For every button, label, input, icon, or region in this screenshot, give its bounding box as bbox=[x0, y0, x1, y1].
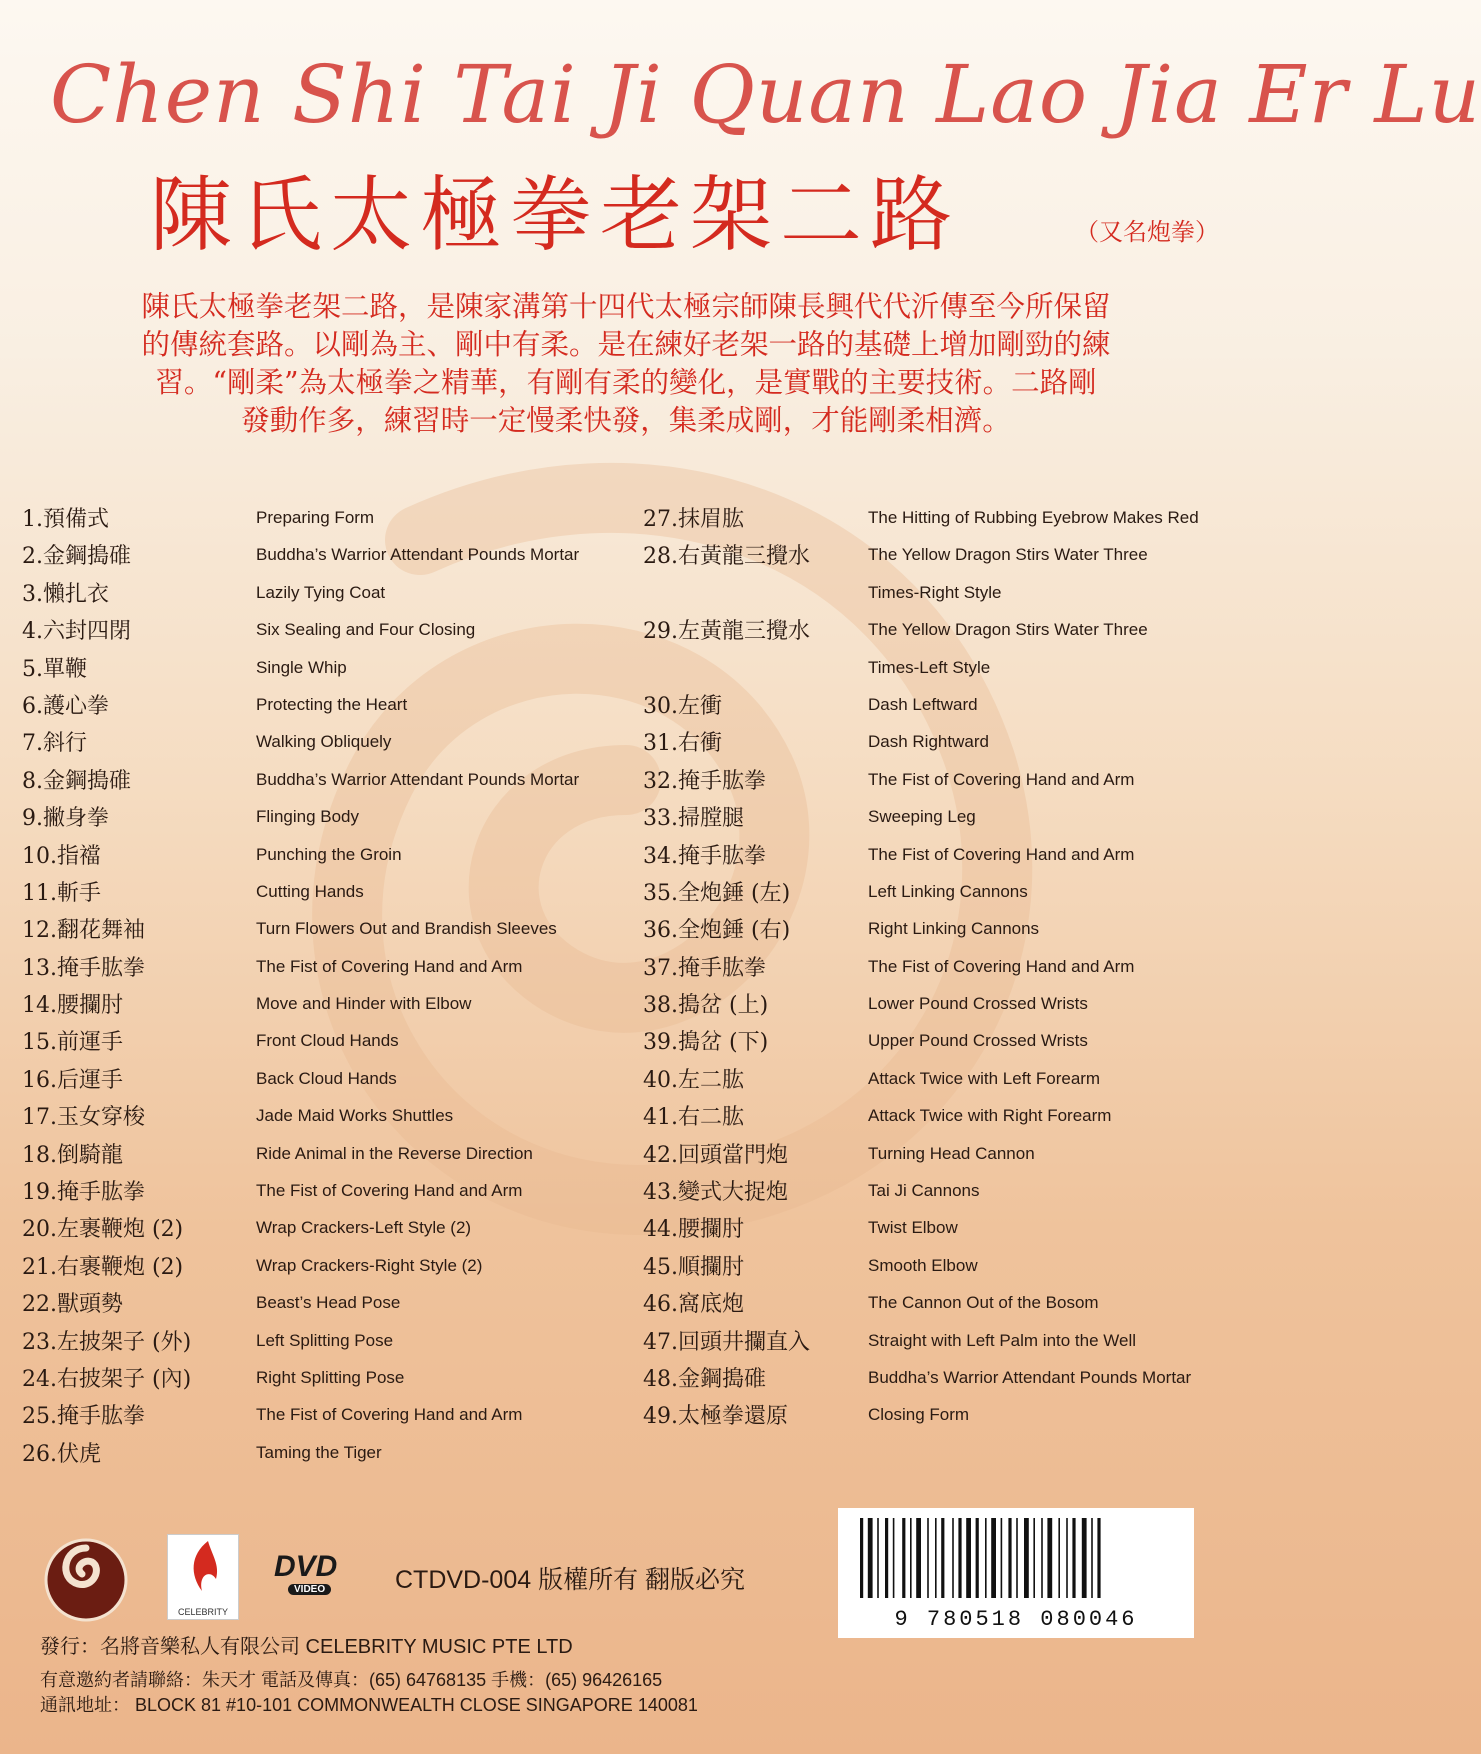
move-chinese: 29.左黃龍三攪水 bbox=[643, 619, 810, 645]
move-english: Flinging Body bbox=[256, 807, 360, 827]
move-chinese: 32.掩手肱拳 bbox=[643, 768, 766, 794]
flame-icon bbox=[168, 1535, 238, 1599]
move-chinese: 33.掃膛腿 bbox=[643, 806, 744, 832]
move-chinese: 4.六封四閉 bbox=[22, 619, 131, 645]
barcode-bar bbox=[910, 1518, 912, 1598]
move-english: Six Sealing and Four Closing bbox=[256, 620, 476, 640]
move-chinese: 25.掩手肱拳 bbox=[22, 1404, 145, 1430]
move-english: Dash Rightward bbox=[868, 732, 989, 752]
move-chinese: 40.左二肱 bbox=[643, 1067, 744, 1093]
move-english: Jade Maid Works Shuttles bbox=[256, 1106, 454, 1126]
intro-line: 發動作多，練習時一定慢柔快發，集柔成剛，才能剛柔相濟。 bbox=[241, 404, 1011, 437]
barcode-bar bbox=[1047, 1518, 1052, 1598]
move-english: Protecting the Heart bbox=[256, 694, 408, 714]
move-english: Turning Head Cannon bbox=[868, 1143, 1035, 1163]
barcode-bar bbox=[991, 1518, 996, 1598]
move-chinese: 49.太極拳還原 bbox=[643, 1404, 788, 1430]
dvd-logo: DVD bbox=[274, 1550, 338, 1583]
intro-line: 的傳統套路。以剛為主、剛中有柔。是在練好老架一路的基礎上增加剛勁的練 bbox=[141, 328, 1111, 361]
move-chinese: 48.金鋼搗碓 bbox=[643, 1366, 766, 1392]
barcode-bar bbox=[985, 1518, 987, 1598]
move-english: Buddha’s Warrior Attendant Pounds Mortar bbox=[868, 1367, 1192, 1387]
move-english: Dash Leftward bbox=[868, 694, 978, 714]
move-chinese: 45.順攔肘 bbox=[643, 1254, 744, 1280]
move-english: Single Whip bbox=[256, 657, 347, 677]
intro-line: 習。“剛柔”為太極拳之精華，有剛有柔的變化，是實戰的主要技術。二路剛 bbox=[155, 366, 1097, 399]
move-chinese: 21.右裹鞭炮 (2) bbox=[22, 1254, 184, 1280]
move-english: Upper Pound Crossed Wrists bbox=[868, 1031, 1088, 1051]
move-chinese: 37.掩手肱拳 bbox=[643, 955, 766, 981]
barcode-bar bbox=[1082, 1518, 1087, 1598]
move-chinese: 2.金鋼搗碓 bbox=[22, 544, 131, 570]
barcode-bar bbox=[1097, 1518, 1100, 1598]
move-chinese: 23.左披架子 (外) bbox=[22, 1329, 192, 1355]
move-chinese: 13.掩手肱拳 bbox=[22, 955, 145, 981]
barcode-bar bbox=[952, 1518, 954, 1598]
barcode-bar bbox=[1066, 1518, 1068, 1598]
move-english: Twist Elbow bbox=[868, 1218, 958, 1238]
publisher-line: 發行：名將音樂私人有限公司 CELEBRITY MUSIC PTE LTD bbox=[40, 1636, 573, 1658]
move-english: Punching the Groin bbox=[256, 844, 402, 864]
move-chinese: 35.全炮錘 (左) bbox=[643, 880, 791, 906]
move-english: Ride Animal in the Reverse Direction bbox=[256, 1143, 533, 1163]
move-chinese: 19.掩手肱拳 bbox=[22, 1180, 145, 1206]
celebrity-label: CELEBRITY bbox=[177, 1607, 228, 1617]
move-chinese: 22.獸頭勢 bbox=[22, 1292, 123, 1318]
move-chinese: 7.斜行 bbox=[22, 731, 87, 757]
move-chinese: 11.斬手 bbox=[22, 880, 101, 906]
move-chinese: 39.搗岔 (下) bbox=[643, 1030, 769, 1056]
move-english: The Fist of Covering Hand and Arm bbox=[256, 956, 523, 976]
move-english: Back Cloud Hands bbox=[256, 1068, 397, 1088]
move-chinese: 41.右二肱 bbox=[643, 1105, 744, 1131]
move-chinese: 5.單鞭 bbox=[22, 656, 87, 682]
barcode-bar bbox=[1016, 1518, 1018, 1598]
move-english: Sweeping Leg bbox=[868, 807, 976, 827]
move-english: Right Linking Cannons bbox=[868, 919, 1040, 939]
move-chinese: 44.腰攔肘 bbox=[643, 1217, 744, 1243]
move-chinese: 38.搗岔 (上) bbox=[643, 993, 769, 1019]
dvd-video-label: VIDEO bbox=[288, 1584, 331, 1595]
move-chinese: 16.后運手 bbox=[22, 1067, 123, 1093]
move-chinese: 6.護心拳 bbox=[22, 693, 109, 719]
move-chinese: 9.撇身拳 bbox=[22, 806, 109, 832]
barcode bbox=[838, 1508, 1194, 1638]
move-english: Attack Twice with Left Forearm bbox=[868, 1068, 1101, 1088]
barcode-bar bbox=[935, 1518, 937, 1598]
move-chinese: 14.腰攔肘 bbox=[22, 993, 123, 1019]
move-chinese: 15.前運手 bbox=[22, 1030, 123, 1056]
barcode-bar bbox=[916, 1518, 921, 1598]
barcode-bar bbox=[1001, 1518, 1003, 1598]
barcode-bar bbox=[860, 1518, 863, 1598]
move-chinese: 36.全炮錘 (右) bbox=[643, 918, 791, 944]
move-english: Lower Pound Crossed Wrists bbox=[868, 994, 1088, 1014]
move-english: Beast’s Head Pose bbox=[256, 1293, 401, 1313]
move-english: The Yellow Dragon Stirs Water Three bbox=[868, 620, 1148, 640]
move-english: Move and Hinder with Elbow bbox=[256, 994, 472, 1014]
move-chinese: 42.回頭當門炮 bbox=[643, 1142, 788, 1168]
move-english: The Fist of Covering Hand and Arm bbox=[256, 1181, 523, 1201]
catalog-number: CTDVD-004 版權所有 翻版必究 bbox=[395, 1566, 746, 1594]
barcode-bar bbox=[893, 1518, 895, 1598]
move-english: Straight with Left Palm into the Well bbox=[868, 1330, 1137, 1350]
barcode-bar bbox=[885, 1518, 888, 1598]
move-chinese: 47.回頭井攔直入 bbox=[643, 1329, 810, 1355]
address-line: 通訊地址： BLOCK 81 #10-101 COMMONWEALTH CLOSE SINGAPORE 140081 bbox=[40, 1695, 698, 1715]
move-chinese: 43.變式大捉炮 bbox=[643, 1180, 788, 1206]
move-english: Tai Ji Cannons bbox=[868, 1181, 980, 1201]
move-chinese: 17.玉女穿梭 bbox=[22, 1105, 145, 1131]
move-english: The Fist of Covering Hand and Arm bbox=[868, 956, 1135, 976]
move-english: Buddha’s Warrior Attendant Pounds Mortar bbox=[256, 769, 580, 789]
move-chinese: 3.懶扎衣 bbox=[22, 581, 109, 607]
move-chinese: 1.預備式 bbox=[22, 507, 109, 532]
barcode-bar bbox=[958, 1518, 961, 1598]
move-chinese: 30.左衝 bbox=[643, 693, 722, 719]
move-english: Front Cloud Hands bbox=[256, 1031, 399, 1051]
celebrity-logo bbox=[167, 1534, 239, 1620]
move-english: The Hitting of Rubbing Eyebrow Makes Red bbox=[868, 508, 1199, 527]
move-english: Preparing Form bbox=[256, 508, 375, 527]
intro-line: 陳氏太極拳老架二路，是陳家溝第十四代太極宗師陳長興代代沂傳至今所保留 bbox=[141, 290, 1111, 323]
barcode-bar bbox=[1072, 1518, 1075, 1598]
move-english: Buddha’s Warrior Attendant Pounds Mortar bbox=[256, 545, 580, 565]
contact-line: 有意邀約者請聯絡：朱天才 電話及傳真：(65) 64768135 手機：(65) 96426165 bbox=[40, 1670, 663, 1690]
title-chinese: 陳氏太極拳老架二路 bbox=[150, 168, 961, 263]
move-english: Times-Left Style bbox=[868, 657, 991, 677]
move-english: Lazily Tying Coat bbox=[256, 582, 386, 602]
barcode-bar bbox=[1041, 1518, 1043, 1598]
move-english: Wrap Crackers-Left Style (2) bbox=[256, 1218, 472, 1238]
move-chinese: 27.抹眉肱 bbox=[643, 507, 744, 532]
move-chinese: 18.倒騎龍 bbox=[22, 1142, 123, 1168]
move-chinese: 24.右披架子 (內) bbox=[22, 1366, 192, 1392]
move-chinese: 34.掩手肱拳 bbox=[643, 843, 766, 869]
move-chinese: 10.指襠 bbox=[22, 843, 101, 869]
move-english: Wrap Crackers-Right Style (2) bbox=[256, 1255, 483, 1275]
barcode-bar bbox=[902, 1518, 905, 1598]
barcode-bar bbox=[877, 1518, 879, 1598]
intro-paragraph bbox=[46, 288, 1206, 440]
yin-yang-logo bbox=[44, 1538, 128, 1622]
move-english: Walking Obliquely bbox=[256, 732, 392, 752]
move-english: The Fist of Covering Hand and Arm bbox=[868, 844, 1135, 864]
move-english: The Fist of Covering Hand and Arm bbox=[256, 1405, 523, 1425]
move-english: Turn Flowers Out and Brandish Sleeves bbox=[256, 919, 557, 939]
move-chinese: 28.右黃龍三攪水 bbox=[643, 544, 810, 570]
move-chinese: 20.左裹鞭炮 (2) bbox=[22, 1217, 184, 1243]
title-note: （又名炮拳） bbox=[1075, 218, 1219, 246]
move-english: The Yellow Dragon Stirs Water Three bbox=[868, 545, 1148, 565]
title-english: Chen Shi Tai Ji Quan Lao Jia Er Lu bbox=[50, 48, 1481, 141]
move-english: Left Linking Cannons bbox=[868, 881, 1028, 901]
barcode-bar bbox=[976, 1518, 979, 1598]
move-english: Left Splitting Pose bbox=[256, 1330, 394, 1350]
move-chinese: 31.右衝 bbox=[643, 731, 722, 757]
barcode-bar bbox=[966, 1518, 971, 1598]
move-english: Smooth Elbow bbox=[868, 1255, 978, 1275]
move-chinese: 12.翻花舞袖 bbox=[22, 918, 145, 944]
barcode-bar bbox=[941, 1518, 944, 1598]
barcode-bar bbox=[1058, 1518, 1060, 1598]
move-english: Cutting Hands bbox=[256, 881, 364, 901]
move-english: Times-Right Style bbox=[868, 582, 1002, 602]
barcode-bars bbox=[838, 1508, 1194, 1604]
move-english: Right Splitting Pose bbox=[256, 1367, 405, 1387]
move-english: The Cannon Out of the Bosom bbox=[868, 1293, 1099, 1313]
barcode-bar bbox=[1091, 1518, 1093, 1598]
move-english: Taming the Tiger bbox=[256, 1442, 382, 1462]
barcode-bar bbox=[868, 1518, 873, 1598]
move-chinese: 8.金鋼搗碓 bbox=[22, 768, 131, 794]
barcode-number: 9 780518 080046 bbox=[894, 1607, 1138, 1632]
move-english: The Fist of Covering Hand and Arm bbox=[868, 769, 1135, 789]
move-chinese: 46.窩底炮 bbox=[643, 1292, 744, 1318]
barcode-bar bbox=[1008, 1518, 1011, 1598]
move-english: Attack Twice with Right Forearm bbox=[868, 1106, 1112, 1126]
move-chinese: 26.伏虎 bbox=[22, 1441, 101, 1467]
move-english: Closing Form bbox=[868, 1405, 970, 1425]
barcode-bar bbox=[1024, 1518, 1029, 1598]
barcode-bar bbox=[927, 1518, 929, 1598]
barcode-bar bbox=[1033, 1518, 1035, 1598]
